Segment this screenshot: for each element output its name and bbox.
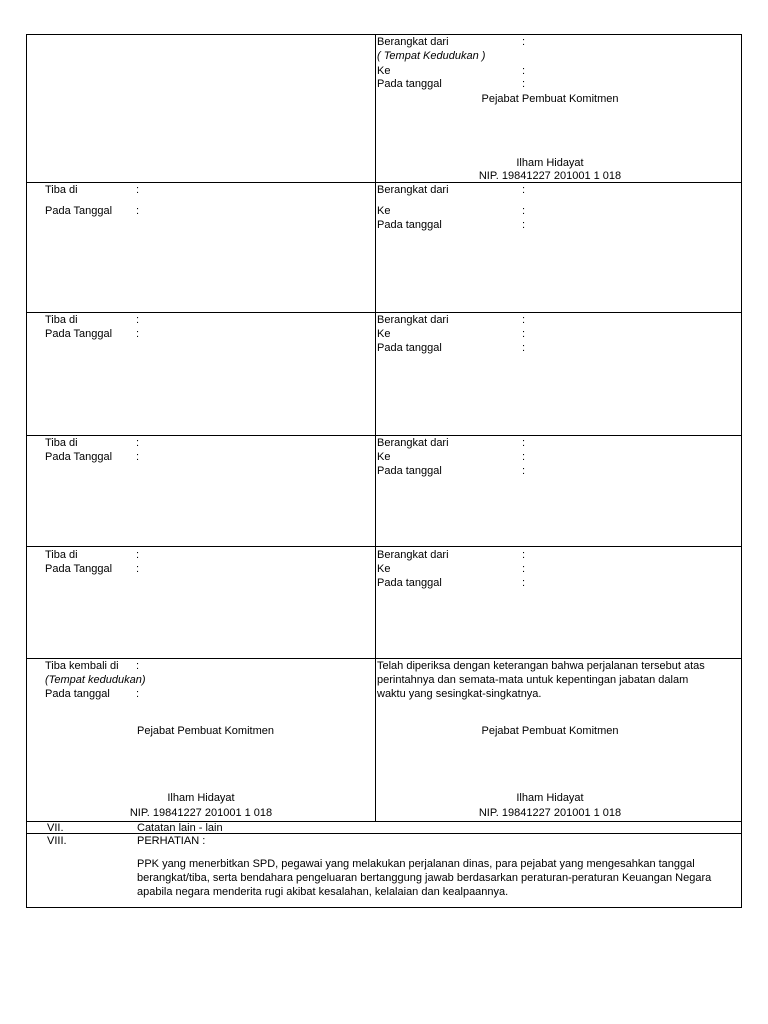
- right-official-nip: NIP. 19841227 201001 1 018: [478, 807, 622, 819]
- colon: :: [136, 451, 140, 463]
- tiba-kembali-label: Tiba kembali di: [45, 660, 119, 672]
- column-divider: [375, 35, 376, 821]
- colon: :: [136, 184, 140, 196]
- colon: :: [522, 563, 526, 575]
- ke-label: Ke: [377, 205, 391, 217]
- pada-tanggal-label: Pada tanggal: [377, 465, 442, 477]
- colon: :: [522, 549, 526, 561]
- official-nip: NIP. 19841227 201001 1 018: [478, 170, 622, 182]
- tiba-label: Tiba di: [45, 437, 78, 449]
- row-divider: [27, 546, 741, 547]
- section-number: VII.: [47, 822, 64, 834]
- verification-text: Telah diperiksa dengan keterangan bahwa perjalanan tersebut atas perintahnya dan semata-mata untuk kepentingan jabatan dalam waktu yang sesingkat-singkatnya.: [377, 660, 705, 700]
- colon: :: [136, 314, 140, 326]
- row-divider: [27, 833, 741, 834]
- section-number: VIII.: [47, 835, 67, 847]
- tiba-label: Tiba di: [45, 314, 78, 326]
- berangkat-label: Berangkat dari: [377, 314, 449, 326]
- colon: :: [522, 36, 526, 48]
- colon: :: [522, 437, 526, 449]
- berangkat-label: Berangkat dari: [377, 437, 449, 449]
- section-label: Catatan lain - lain: [137, 822, 223, 834]
- berangkat-label: Berangkat dari: [377, 549, 449, 561]
- pada-tanggal-label: Pada tanggal: [377, 577, 442, 589]
- berangkat-label: Berangkat dari: [377, 36, 449, 48]
- colon: :: [136, 660, 140, 672]
- pada-tanggal-label: Pada tanggal: [45, 688, 110, 700]
- colon: :: [522, 314, 526, 326]
- pada-tanggal-label: Pada tanggal: [377, 342, 442, 354]
- official-name: Ilham Hidayat: [516, 157, 584, 169]
- colon: :: [522, 219, 526, 231]
- right-official-name: Ilham Hidayat: [516, 792, 584, 804]
- pada-tanggal-label: Pada Tanggal: [45, 563, 113, 575]
- colon: :: [522, 577, 526, 589]
- colon: :: [136, 205, 140, 217]
- ke-label: Ke: [377, 328, 391, 340]
- row-divider: [27, 821, 741, 822]
- ke-label: Ke: [377, 451, 391, 463]
- left-official-title: Pejabat Pembuat Komitmen: [137, 725, 274, 737]
- tiba-label: Tiba di: [45, 549, 78, 561]
- pada-tanggal-label: Pada Tanggal: [45, 328, 113, 340]
- left-official-nip: NIP. 19841227 201001 1 018: [129, 807, 273, 819]
- colon: :: [136, 563, 140, 575]
- tiba-label: Tiba di: [45, 184, 78, 196]
- right-official-title: Pejabat Pembuat Komitmen: [481, 725, 619, 737]
- official-title: Pejabat Pembuat Komitmen: [481, 93, 619, 105]
- tempat-kedudukan-label: ( Tempat Kedudukan ): [377, 50, 486, 62]
- colon: :: [522, 65, 526, 77]
- colon: :: [136, 688, 140, 700]
- colon: :: [522, 451, 526, 463]
- section-label: PERHATIAN :: [137, 835, 206, 847]
- pada-tanggal-label: Pada Tanggal: [45, 205, 113, 217]
- pada-tanggal-label: Pada tanggal: [377, 219, 442, 231]
- ke-label: Ke: [377, 65, 391, 77]
- pada-tanggal-label: Pada Tanggal: [45, 451, 113, 463]
- spd-back-form: [26, 34, 742, 908]
- colon: :: [522, 205, 526, 217]
- pada-tanggal-label: Pada tanggal: [377, 78, 442, 90]
- ke-label: Ke: [377, 563, 391, 575]
- colon: :: [522, 184, 526, 196]
- colon: :: [522, 328, 526, 340]
- colon: :: [522, 342, 526, 354]
- tempat-kedudukan-label: (Tempat kedudukan): [45, 674, 146, 686]
- colon: :: [522, 78, 526, 90]
- berangkat-label: Berangkat dari: [377, 184, 449, 196]
- colon: :: [136, 437, 140, 449]
- colon: :: [136, 549, 140, 561]
- left-official-name: Ilham Hidayat: [167, 792, 235, 804]
- notice-text: PPK yang menerbitkan SPD, pegawai yang melakukan perjalanan dinas, para pejabat yang mengesahkan tanggal berangkat/tiba, serta bendahara pengeluaran bertanggung jawab berdasarkan peraturan-peraturan Keuangan Negara apabila negara menderita rugi akibat kesalahan, kelalaian dan kealpaannya.: [137, 858, 712, 898]
- colon: :: [522, 465, 526, 477]
- colon: :: [136, 328, 140, 340]
